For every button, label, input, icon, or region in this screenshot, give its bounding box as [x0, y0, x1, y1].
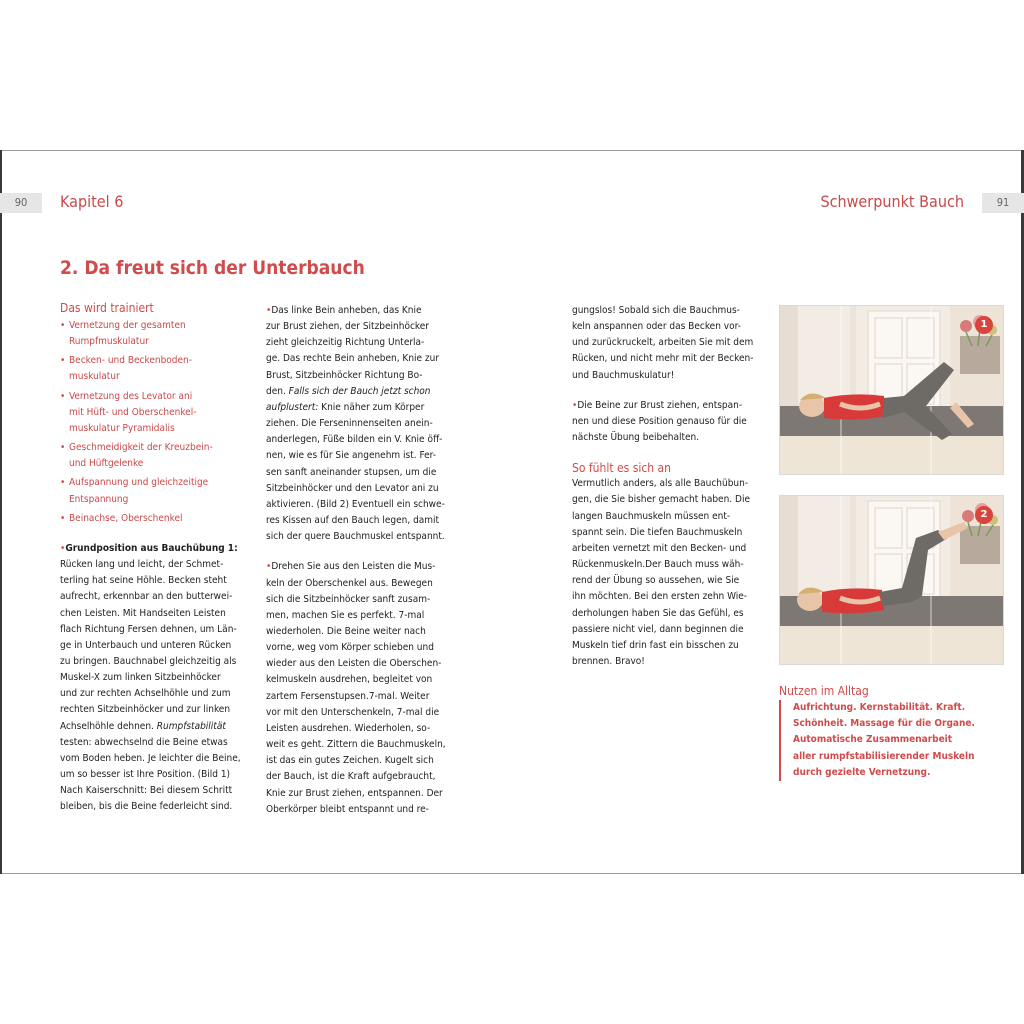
text-span: testen: abwechselnd die Beine etwas	[60, 736, 228, 748]
bullet: •	[60, 320, 66, 331]
text-line: kelmuskeln ausdrehen, begleitet von	[266, 674, 433, 686]
text-line: langen Bauchmuskeln müssen ent-	[572, 510, 731, 522]
text-span: Die Beine zur Brust ziehen, entspan-	[577, 399, 743, 411]
trained-item-line: und Hüftgelenke	[69, 458, 144, 470]
text-line: spannt sein. Die tiefen Bauchmuskeln	[572, 526, 743, 538]
page-number-right: 91	[982, 193, 1024, 213]
text-line: zur Brust ziehen, der Sitzbeinhöcker	[266, 321, 429, 333]
photo-badge-2: 2	[975, 506, 993, 524]
text-line	[266, 559, 452, 575]
exercise-photo-2	[779, 495, 1004, 665]
text-line: chen Leisten. Mit Handseiten Leisten	[60, 607, 226, 619]
text-line: derholungen haben Sie das Gefühl, es	[572, 607, 744, 619]
running-head-right: Schwerpunkt Bauch	[820, 192, 964, 211]
text-line: passiere nicht viel, dann beginnen die	[572, 623, 744, 635]
text-line: ge. Das rechte Bein anheben, Knie zur	[266, 353, 440, 365]
trained-item-line: muskulatur	[69, 371, 120, 383]
trained-list-item	[60, 511, 245, 527]
trained-list-item	[60, 353, 245, 385]
text-line: ihn möchten. Bei den ersten zehn Wie-	[572, 591, 748, 603]
bullet: •	[60, 477, 66, 489]
trained-item-line: Becken- und Beckenboden-	[69, 355, 192, 367]
text-line	[60, 735, 245, 751]
text-line	[266, 303, 452, 319]
section-heading: 2. Da freut sich der Unterbauch	[60, 257, 365, 279]
text-line	[60, 719, 245, 735]
text-line: Muskeln tief drin fast ein bisschen zu	[572, 639, 739, 651]
text-line: sich der quere Bauchmuskel entspannt.	[266, 531, 445, 543]
text-line: rend der Übung so aussehen, wie Sie	[572, 575, 740, 587]
text-line: um so besser ist Ihre Position. (Bild 1)	[60, 769, 231, 781]
text-line: vor mit den Unterschenkeln, 7-mal die	[266, 706, 440, 718]
bullet: •	[572, 399, 578, 411]
text-line: men, machen Sie es perfekt. 7-mal	[266, 609, 425, 621]
text-line	[266, 400, 452, 416]
text-line: nen, wie es für Sie angenehm ist. Fer-	[266, 450, 436, 462]
text-line: Rücken, und nicht mehr mit der Becken-	[572, 353, 754, 365]
text-line: zieht gleichzeitig Richtung Unterla-	[266, 337, 425, 349]
grundposition-lead: Grundposition aus Bauchübung 1:	[65, 542, 238, 554]
text-line	[572, 398, 758, 414]
alltag-box	[779, 700, 1002, 781]
col3-paragraph-2	[572, 398, 758, 446]
text-line: sen sanft aneinander stupsen, um die	[266, 466, 437, 478]
text-span: Das linke Bein anheben, das Knie	[271, 305, 422, 316]
text-line: ge in Unterbauch und unteren Rücken	[60, 639, 232, 651]
photo-badge-1: 1	[975, 316, 993, 334]
trained-list-item	[60, 475, 245, 507]
text-line: flach Richtung Fersen dehnen, um Län-	[60, 623, 237, 635]
trained-item-line: Vernetzung des Levator ani	[69, 390, 193, 402]
text-line: Vermutlich anders, als alle Bauchübun-	[572, 478, 749, 490]
bullet: •	[60, 512, 66, 524]
text-line: rechten Sitzbeinhöcker und zur linken	[60, 704, 231, 716]
bullet: •	[60, 442, 66, 454]
trained-item-line: Rumpfmuskulatur	[69, 336, 149, 348]
trained-item-line: Aufspannung und gleichzeitige	[69, 477, 209, 489]
text-line: Brust, Sitzbeinhöcker Richtung Bo-	[266, 369, 423, 381]
trained-item-line: Beinachse, Oberschenkel	[69, 512, 183, 524]
col2-paragraph-2	[266, 559, 452, 818]
text-line: und Bauchmuskulatur!	[572, 369, 675, 381]
alltag-line: aller rumpfstabilisierender Muskeln	[793, 750, 975, 762]
text-line: nächste Übung beibehalten.	[572, 432, 700, 444]
text-span: Drehen Sie aus den Leisten die Mus-	[271, 561, 436, 573]
page-top-edge	[0, 150, 1024, 151]
bullet: •	[266, 305, 272, 316]
text-line: Rückenmuskeln.Der Bauch muss wäh-	[572, 559, 744, 571]
text-line: gen, die Sie bisher gemacht haben. Die	[572, 494, 750, 506]
left-page-edge	[0, 150, 2, 874]
text-line: anderlegen, Füße bilden ein V. Knie öff-	[266, 434, 443, 446]
alltag-title: Nutzen im Alltag	[779, 684, 869, 698]
trained-item-line: Geschmeidigkeit der Kreuzbein-	[69, 442, 213, 454]
trained-title: Das wird trainiert	[60, 301, 154, 315]
italic-term: Rumpfstabilität	[156, 720, 226, 732]
text-line: terling hat seine Höhle. Becken steht	[60, 575, 227, 587]
text-line: zu bringen. Bauchnabel gleichzeitig als	[60, 655, 237, 667]
alltag-line: Aufrichtung. Kernstabilität. Kraft.	[793, 702, 966, 713]
text-line: Muskel-X zum linken Sitzbeinhöcker	[60, 672, 221, 684]
exercise-photo-1	[779, 305, 1004, 475]
trained-list-item	[60, 440, 245, 472]
alltag-line: durch gezielte Vernetzung.	[793, 766, 931, 778]
trained-item-line: Entspannung	[69, 493, 129, 505]
italic-term: Falls sich der Bauch jetzt schon	[288, 385, 431, 397]
text-line: wieder aus den Leisten die Oberschen-	[266, 658, 442, 670]
text-line: Sitzbeinhöcker und den Levator ani zu	[266, 482, 439, 494]
text-line: Oberkörper bleibt entspannt und re-	[266, 803, 429, 815]
photo-2-illustration	[780, 496, 1003, 664]
text-line: Knie zur Brust ziehen, entspannen. Der	[266, 787, 443, 799]
photo-1-illustration	[780, 306, 1003, 474]
bullet: •	[266, 561, 272, 573]
text-line: nen und diese Position genauso für die	[572, 415, 747, 427]
trained-item-line: mit Hüft- und Oberschenkel-	[69, 406, 197, 418]
column-2	[266, 303, 452, 818]
text-line: Rücken lang und leicht, der Schmet-	[60, 559, 224, 571]
text-line: Nach Kaiserschnitt: Bei diesem Schritt	[60, 785, 233, 797]
alltag-line: Schönheit. Massage für die Organe.	[793, 718, 975, 730]
text-span: Achselhöhle dehnen.	[60, 720, 154, 732]
feel-paragraph	[572, 476, 758, 670]
text-line: zartem Fersenstupsen.7-mal. Weiter	[266, 690, 430, 702]
bullet: •	[60, 390, 66, 402]
trained-list-item	[60, 389, 245, 437]
text-line: wiederholen. Die Beine weiter nach	[266, 625, 426, 637]
text-span: Knie näher zum Körper	[321, 401, 425, 413]
text-span: den.	[266, 385, 286, 397]
column-1	[60, 300, 245, 816]
running-head-left: Kapitel 6	[60, 192, 124, 211]
text-line: vorne, weg vom Körper schieben und	[266, 642, 434, 654]
text-line: bleiben, bis die Beine federleicht sind.	[60, 801, 233, 813]
text-line: und zur rechten Achselhöhle und zum	[60, 688, 231, 700]
text-line: Leisten ausdrehen. Wiederholen, so-	[266, 722, 431, 734]
italic-term: aufplustert:	[266, 401, 319, 413]
text-line: res Kissen auf den Bauch legen, damit	[266, 515, 440, 527]
text-line: keln anspannen oder das Becken vor-	[572, 321, 741, 333]
text-line: ist das ein gutes Zeichen. Kugelt sich	[266, 755, 434, 767]
text-line: arbeiten vernetzt mit den Becken- und	[572, 542, 747, 554]
text-line: keln der Oberschenkel aus. Bewegen	[266, 577, 433, 589]
text-line: brennen. Bravo!	[572, 655, 645, 667]
trained-item-line: muskulatur Pyramidalis	[69, 422, 175, 434]
text-line: der Bauch, ist die Kraft aufgebraucht,	[266, 771, 436, 783]
bullet: •	[60, 355, 66, 367]
text-line: aktivieren. (Bild 2) Eventuell ein schwe-	[266, 498, 445, 510]
text-line	[266, 384, 452, 400]
text-line: und zurückruckelt, arbeiten Sie mit dem	[572, 337, 754, 349]
alltag-line: Automatische Zusammenarbeit	[793, 734, 953, 746]
page-number-left: 90	[0, 193, 42, 213]
col3-paragraph-1	[572, 303, 758, 384]
col1-lines	[60, 557, 245, 816]
page-bottom-edge	[0, 873, 1024, 874]
feel-title: So fühlt es sich an	[572, 461, 672, 476]
text-line: vom Boden heben. Je leichter die Beine,	[60, 752, 241, 764]
text-line: ziehen. Die Ferseninnenseiten anein-	[266, 418, 433, 430]
text-line: sich die Sitzbeinhöcker sanft zusam-	[266, 593, 431, 605]
trained-item-line: Vernetzung der gesamten	[69, 320, 186, 331]
grundposition-paragraph: •Grundposition aus Bauchübung 1: Rücken lang und leicht, der Schmet- terling hat seine Höhle. Becken steht aufrecht, erkennbar an den butterwei- chen Leisten. Mit Handseiten Leisten flach Richtung Fersen dehnen, um Län- ge in Unterbauch und unteren Rücken zu bringen. Bauchnabel gleichzeitig als Muskel-X zum linken Sitzbeinhöcker und zur rechten Achselhöhle und zum rechten Sitzbeinhöcker und zur linken Achselhöhle dehnen. Rumpfstabilität testen: abwechselnd die Beine etwas vom Boden heben. Je leichter die Beine, um so besser ist Ihre Position. (Bild 1) Nach Kaiserschnitt: Bei diesem Schritt bleiben, bis die Beine federleicht sind.	[60, 541, 245, 816]
column-3	[572, 303, 758, 670]
trained-list	[60, 318, 245, 527]
trained-list-item	[60, 318, 245, 350]
text-line: gungslos! Sobald sich die Bauchmus-	[572, 305, 740, 316]
col2-paragraph-1	[266, 303, 452, 545]
text-line: weit es geht. Zittern die Bauchmuskeln,	[266, 739, 446, 751]
text-line: aufrecht, erkennbar an den butterwei-	[60, 591, 233, 603]
